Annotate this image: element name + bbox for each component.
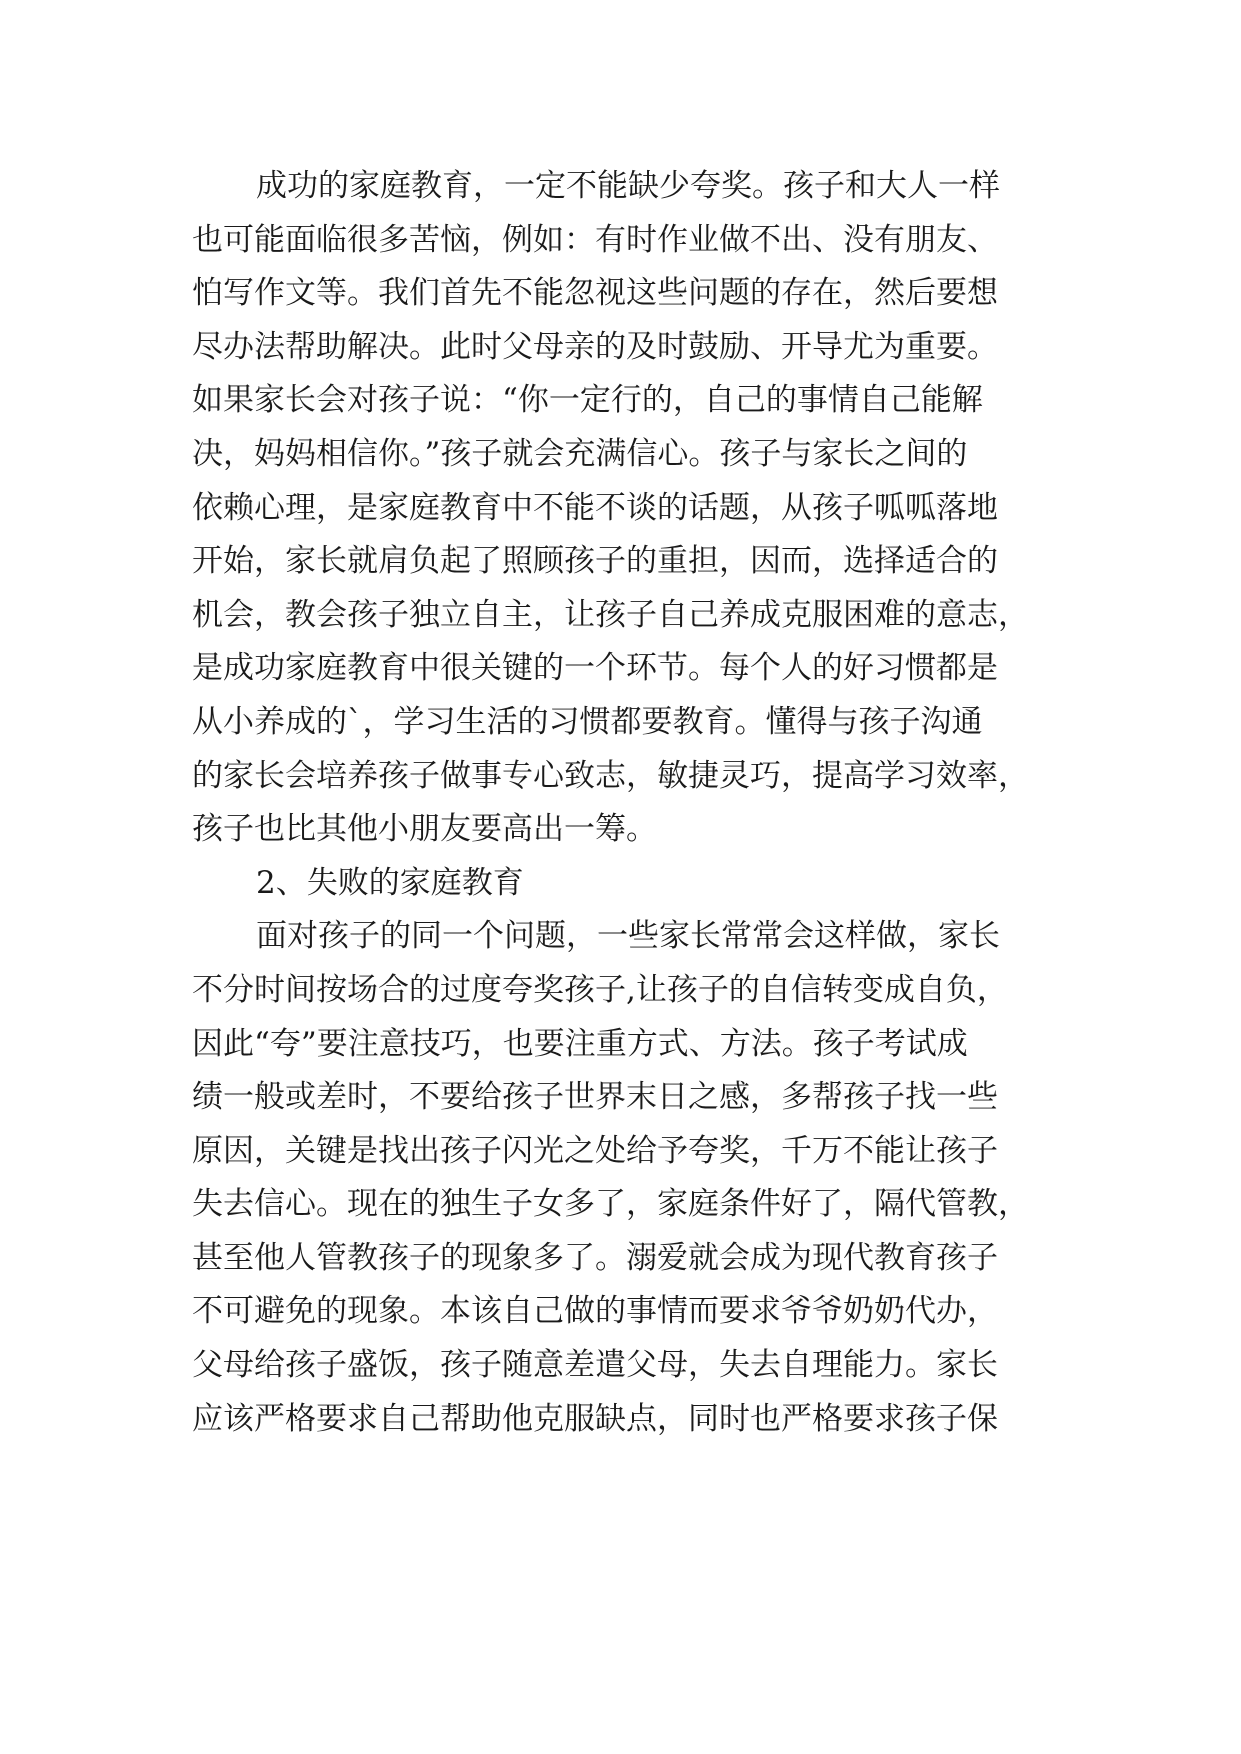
body-text [192,160,1048,1446]
text-line: 机会，教会孩子独立自主，让孩子自己养成克服困难的意志， [192,596,1029,633]
text-line: 从小养成的`，学习生活的习惯都要教育。懂得与孩子沟通 [192,703,983,740]
text-line: 甚至他人管教孩子的现象多了。溺爱就会成为现代教育孩子 [192,1239,998,1276]
text-line: 依赖心理，是家庭教育中不能不谈的话题，从孩子呱呱落地 [192,489,998,526]
text-line: 不分时间按场合的过度夸奖孩子,让孩子的自信转变成自负， [192,971,1008,1008]
text-line: 成功的家庭教育，一定不能缺少夸奖。孩子和大人一样 [256,168,1000,204]
text-line: 应该严格要求自己帮助他克服缺点，同时也严格要求孩子保 [192,1400,998,1437]
text-line: 怕写作文等。我们首先不能忽视这些问题的存在，然后要想 [192,275,998,312]
text-line: 的家长会培养孩子做事专心致志，敏捷灵巧，提高学习效率， [192,757,1029,794]
text-line: 孩子也比其他小朋友要高出一筹。 [192,811,657,848]
text-line: 因此“夸”要注意技巧，也要注重方式、方法。孩子考试成 [192,1025,968,1062]
text-line: 是成功家庭教育中很关键的一个环节。每个人的好习惯都是 [192,650,998,687]
text-line: 如果家长会对孩子说：“你一定行的，自己的事情自己能解 [192,382,983,419]
text-line: 面对孩子的同一个问题，一些家长常常会这样做，家长 [256,918,1000,955]
text-line: 开始，家长就肩负起了照顾孩子的重担，因而，选择适合的 [192,543,998,580]
text-line: 原因，关键是找出孩子闪光之处给予夸奖，千万不能让孩子 [192,1132,998,1169]
text-line: 2、失败的家庭教育 [256,864,524,901]
text-line: 失去信心。现在的独生子女多了，家庭条件好了，隔代管教， [192,1186,1029,1223]
text-line: 父母给孩子盛饭，孩子随意差遣父母，失去自理能力。家长 [192,1347,998,1384]
text-line: 也可能面临很多苦恼，例如：有时作业做不出、没有朋友、 [192,221,998,258]
text-line: 不可避免的现象。本该自己做的事情而要求爷爷奶奶代办， [192,1293,998,1330]
text-line: 尽办法帮助解决。此时父母亲的及时鼓励、开导尤为重要。 [192,328,998,365]
text-line: 决，妈妈相信你。”孩子就会充满信心。孩子与家长之间的 [192,435,968,472]
text-line: 绩一般或差时，不要给孩子世界末日之感，多帮孩子找一些 [192,1079,998,1116]
